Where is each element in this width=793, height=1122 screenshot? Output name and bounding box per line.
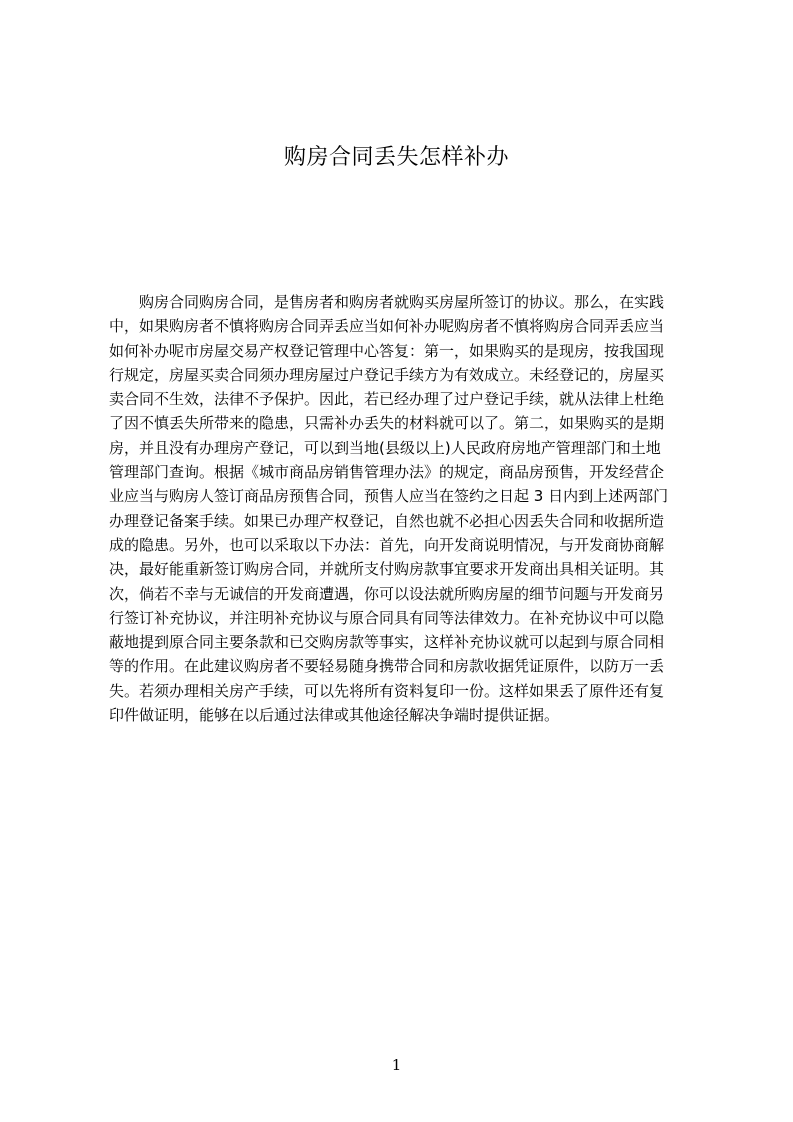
body-line: 蔽地提到原合同主要条款和已交购房款等事实，这样补充协议就可以起到与原合同相: [109, 633, 665, 652]
body-line: 业应当与购房人签订商品房预售合同，预售人应当在签约之日起 3 日内到上述两部门: [109, 487, 669, 506]
body-line: 印件做证明，能够在以后通过法律或其他途径解决争端时提供证据。: [109, 706, 560, 725]
body-line: 购房合同购房合同，是售房者和购房者就购买房屋所签订的协议。那么，在实践: [109, 293, 665, 311]
document-body: [109, 290, 699, 727]
body-line: 办理登记备案手续。如果已办理产权登记，自然也就不必担心因丢失合同和收据所造: [109, 511, 665, 530]
body-line: 等的作用。在此建议购房者不要轻易随身携带合同和房款收据凭证原件，以防万一丢: [109, 657, 665, 676]
page-number: 1: [391, 1056, 402, 1074]
body-line: 成的隐患。另外，也可以采取以下办法：首先，向开发商说明情况，与开发商协商解: [109, 535, 665, 554]
body-line: 行签订补充协议，并注明补充协议与原合同具有同等法律效力。在补充协议中可以隐: [109, 608, 665, 627]
body-line: 行规定，房屋买卖合同须办理房屋过户登记手续方为有效成立。未经登记的，房屋买: [109, 365, 665, 384]
body-line: 了因不慎丢失所带来的隐患，只需补办丢失的材料就可以了。第二，如果购买的是期: [109, 414, 665, 433]
body-line: 次，倘若不幸与无诚信的开发商遭遇，你可以设法就所购房屋的细节问题与开发商另: [109, 584, 665, 603]
body-line: 如何补办呢市房屋交易产权登记管理中心答复：第一，如果购买的是现房，按我国现: [109, 341, 665, 360]
body-line: 房，并且没有办理房产登记，可以到当地(县级以上)人民政府房地产管理部门和土地: [109, 438, 661, 457]
body-line: 决，最好能重新签订购房合同，并就所支付购房款事宜要求开发商出具相关证明。其: [109, 560, 665, 579]
body-line: 中，如果购房者不慎将购房合同弄丢应当如何补办呢购房者不慎将购房合同弄丢应当: [109, 317, 665, 336]
body-line: 管理部门查询。根据《城市商品房销售管理办法》的规定，商品房预售，开发经营企: [109, 463, 665, 482]
body-line: 卖合同不生效，法律不予保护。因此，若已经办理了过户登记手续，就从法律上杜绝: [109, 390, 665, 409]
body-line: 失。若须办理相关房产手续，可以先将所有资料复印一份。这样如果丢了原件还有复: [109, 681, 665, 700]
document-title: 购房合同丢失怎样补办: [283, 145, 509, 170]
